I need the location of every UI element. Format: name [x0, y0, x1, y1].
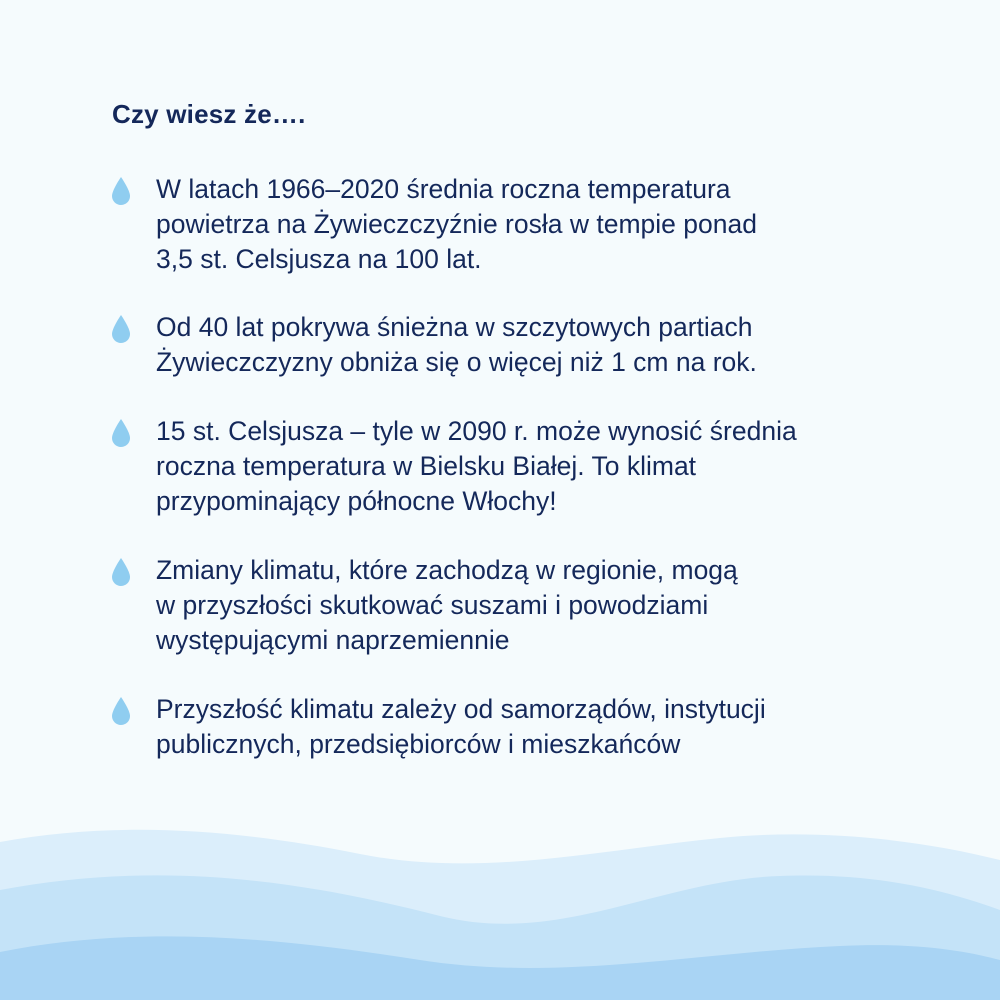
fact-text: 15 st. Celsjusza – tyle w 2090 r. może wynosić średnia roczna temperatura w Bielsku Białej. To klimat przypominający północne Włochy! — [156, 416, 797, 516]
fact-text: Od 40 lat pokrywa śnieżna w szczytowych partiach Żywieczczyzny obniża się o więcej niż 1 cm na rok. — [156, 312, 757, 377]
water-drop-icon — [110, 557, 132, 587]
wave-decoration — [0, 820, 1000, 1000]
water-drop-icon — [110, 418, 132, 448]
fact-text: Przyszłość klimatu zależy od samorządów, instytucji publicznych, przedsiębiorców i mieszkańców — [156, 694, 766, 759]
fact-text: W latach 1966–2020 średnia roczna temperatura powietrza na Żywieczczyźnie rosła w tempie ponad 3,5 st. Celsjusza na 100 lat. — [156, 174, 757, 274]
water-drop-icon — [110, 176, 132, 206]
water-drop-icon — [110, 314, 132, 344]
water-drop-icon — [110, 696, 132, 726]
heading: Czy wiesz że…. — [112, 99, 306, 129]
fact-text: Zmiany klimatu, które zachodzą w regionie, mogą w przyszłości skutkować suszami i powodziami występującymi naprzemiennie — [156, 555, 738, 655]
